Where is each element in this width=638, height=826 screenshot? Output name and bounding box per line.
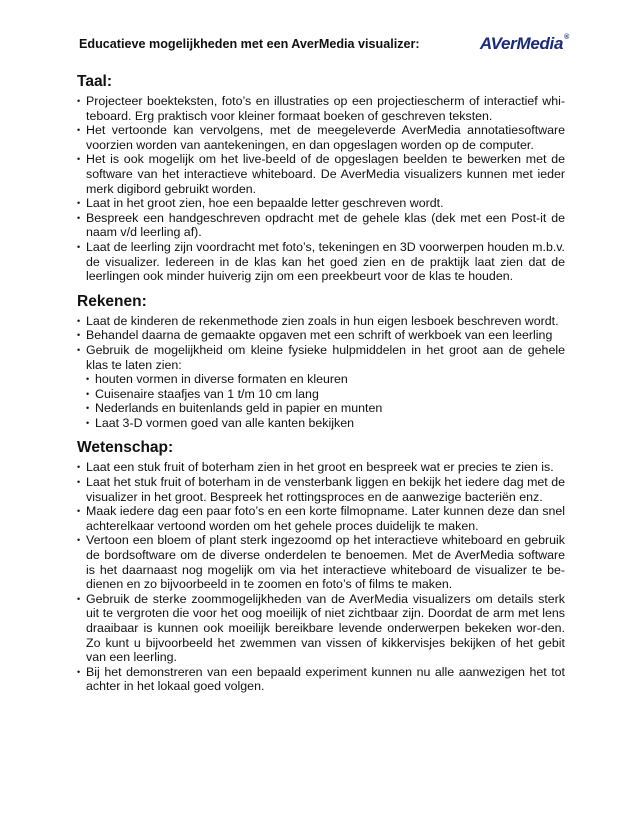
list-item: • Behandel daarna de gemaakte opgaven met een schrift of werkboek van een leerling: [77, 328, 565, 343]
list-item: • Het is ook mogelijk om het live-beeld of de opgeslagen beelden te bewerken met de software van het interactieve whiteboard. De AverMedia visualizers kunnen met ieder merk digibord gebruikt worden.: [77, 152, 565, 196]
list-item: • Maak iedere dag een paar foto’s en een korte filmopname. Later kunnen deze dan snel achterelkaar vertoond worden om het gehele proces duidelijk te maken.: [77, 504, 565, 533]
list-item: • Gebruik de sterke zoommogelijkheden van de AverMedia visualizers om details sterk uit te vergroten die voor het oog moeilijk of niet zichtbaar zijn. Doordat de arm met lens draaibaar is kunnen ook moeilijk bereikbare levende onderwerpen bekeken wor-den. Zo kunt u bijvoorbeeld het zwemmen van vissen of kikkervisjes bekijken of het gebit van een leerling.: [77, 592, 565, 665]
wetenschap-list: [77, 460, 565, 694]
list-item: • Gebruik de mogelijkheid om kleine fysieke hulpmiddelen in het groot aan de gehele klas te laten zien:: [77, 343, 565, 372]
sub-list-item: • houten vormen in diverse formaten en kleuren: [86, 372, 565, 387]
list-item: • Laat in het groot zien, hoe een bepaalde letter geschreven wordt.: [77, 196, 565, 211]
section-heading-taal: Taal:: [77, 73, 113, 90]
list-item: • Vertoon een bloem of plant sterk ingezoomd op het interactieve whiteboard en gebruik de bordsoftware om de diverse onderdelen te benoemen. Met de AverMedia software is het daarnaast nog mogelijk om via het interactieve whiteboard de visualizer te be-dienen en zo bijvoorbeeld in te zoomen en foto’s of films te maken.: [77, 533, 565, 591]
section-heading-rekenen: Rekenen:: [77, 292, 147, 310]
logo-registered-mark: ®: [564, 34, 569, 41]
list-item: • Laat de leerling zijn voordracht met foto’s, tekeningen en 3D voorwerpen houden m.b.v. de visualizer. Iedereen in de klas kan het goed zien en de praktijk laat zien dat de leerlingen ook minder huiverig zijn om een preekbeurt voor de klas te houden.: [77, 240, 565, 284]
list-item: • Bij het demonstreren van een bepaald experiment kunnen nu alle aanwezigen het tot achter in het lokaal goed volgen.: [77, 665, 565, 694]
list-item: • Laat het stuk fruit of boterham in de vensterbank liggen en bekijk het iedere dag met de visualizer in het groot. Bespreek het rottingsproces en de aanwezige bacteriën enz.: [77, 475, 565, 504]
avermedia-logo: [480, 34, 569, 54]
sub-list-item: • Nederlands en buitenlands geld in papier en munten: [86, 401, 565, 416]
document-body: [77, 72, 565, 702]
section-rekenen: [77, 292, 565, 431]
taal-list: [77, 94, 565, 284]
sub-list-item: • Laat 3-D vormen goed van alle kanten bekijken: [86, 416, 565, 431]
section-wetenschap: [77, 438, 565, 694]
page-header: [79, 34, 569, 56]
section-heading-wetenschap: Wetenschap:: [77, 439, 174, 457]
sub-list-item: • Cuisenaire staafjes van 1 t/m 10 cm lang: [86, 387, 565, 402]
logo-text: AVerMedia: [479, 34, 564, 53]
list-item: • Het vertoonde kan vervolgens, met de meegeleverde AverMedia annotatiesoftware voorzien worden van aantekeningen, en dan opgeslagen worden op de computer.: [77, 123, 565, 152]
page-title: Educatieve mogelijkheden met een AverMedia visualizer:: [79, 37, 420, 51]
list-item: • Laat een stuk fruit of boterham zien in het groot en bespreek wat er precies te zien is.: [77, 460, 565, 475]
section-taal: [77, 72, 565, 284]
list-item: • Projecteer boekteksten, foto’s en illustraties op een projectiescherm of interactief whi-teboard. Erg praktisch voor kleiner formaat boeken of geschreven teksten.: [77, 94, 565, 123]
rekenen-sublist: [77, 372, 565, 430]
list-item: • Laat de kinderen de rekenmethode zien zoals in hun eigen lesboek beschreven wordt.: [77, 314, 565, 329]
list-item: • Bespreek een handgeschreven opdracht met de gehele klas (dek met een Post-it de naam v/d leerling af).: [77, 211, 565, 240]
rekenen-list: [77, 314, 565, 372]
